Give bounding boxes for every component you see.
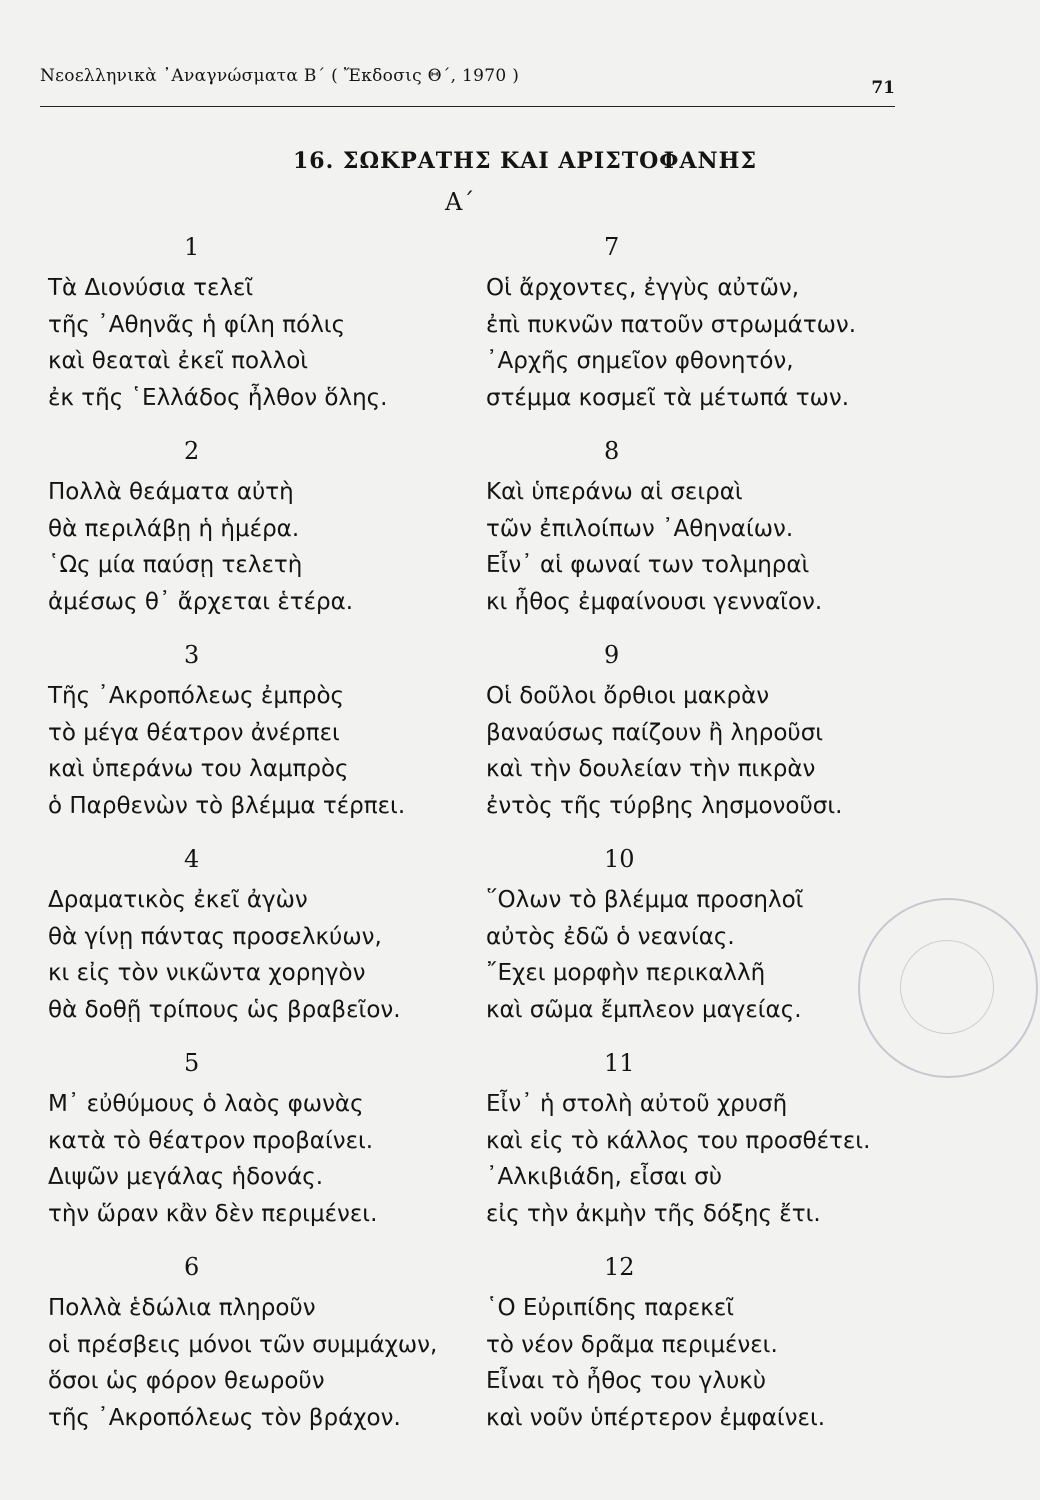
stanza-lines [48,474,353,620]
verse-line: τῆς ᾿Ακροπόλεως τὸν βράχον. [48,1404,401,1431]
verse-line: καὶ τὴν δουλείαν τὴν πικρὰν [486,756,816,782]
verse-line: αὐτὸς ἐδῶ ὁ νεανίας. [486,923,735,950]
stanza-lines [486,882,803,1028]
verse-line: Πολλὰ θεάματα αὐτὴ [48,479,294,505]
verse-line: Πολλὰ ἑδώλια πληροῦν [48,1295,316,1321]
part-label: Α΄ [445,188,475,216]
stanza-number: 1 [184,233,200,261]
right-column [486,232,906,1456]
verse-line: τὸ νέον δρᾶμα περιμένει. [486,1331,778,1358]
stanza-lines [48,882,401,1028]
verse-line: Καὶ ὑπεράνω αἱ σειραὶ [486,479,743,505]
stanza-lines [486,270,856,416]
verse-line: κι ἦθος ἐμφαίνουσι γενναῖον. [486,588,823,615]
verse-line: Διψῶν μεγάλας ἡδονάς. [48,1164,324,1190]
stanza [486,844,906,1048]
stanza [486,436,906,640]
verse-line: Εἶναι τὸ ἦθος του γλυκὺ [486,1368,767,1394]
stanza [486,1048,906,1252]
stanza-number: 12 [604,1253,635,1281]
stanza [48,232,468,436]
page-header [40,66,895,106]
verse-line: Εἶν᾿ ἡ στολὴ αὐτοῦ χρυσῆ [486,1091,788,1117]
verse-line: ῾Ως μία παύσῃ τελετὴ [48,552,303,578]
stanza [486,640,906,844]
stanza-lines [48,678,405,824]
stanza-number: 7 [604,233,620,261]
stanza [48,1048,468,1252]
stanza-number: 9 [604,641,620,669]
verse-line: κατὰ τὸ θέατρον προβαίνει. [48,1127,374,1154]
stanza-number: 2 [184,437,200,465]
stanza-number: 3 [184,641,200,669]
verse-line: Τὰ Διονύσια τελεῖ [48,275,254,301]
stanza-lines [486,1290,825,1436]
verse-line: ἐκ τῆς ῾Ελλάδος ἦλθον ὅλης. [48,384,388,411]
stanza-number: 4 [184,845,200,873]
verse-line: Μ᾿ εὐθύμους ὁ λαὸς φωνὰς [48,1091,364,1117]
verse-line: ἐντὸς τῆς τύρβης λησμονοῦσι. [486,792,843,819]
header-rule [40,106,895,107]
verse-line: Οἱ ἄρχοντες, ἐγγὺς αὐτῶν, [486,275,800,301]
verse-line: καὶ σῶμα ἔμπλεον μαγείας. [486,996,802,1023]
verse-line: ὁ Παρθενὼν τὸ βλέμμα τέρπει. [48,792,406,819]
verse-line: θὰ δοθῇ τρίπους ὡς βραβεῖον. [48,996,401,1023]
stanza-lines [486,1086,870,1232]
verse-line: καὶ θεαταὶ ἐκεῖ πολλοὶ [48,348,309,374]
poem-title: 16. ΣΩΚΡΑΤΗΣ ΚΑΙ ΑΡΙΣΤΟΦΑΝΗΣ [293,148,757,174]
verse-line: θὰ γίνῃ πάντας προσελκύων, [48,923,382,950]
verse-line: Τῆς ᾿Ακροπόλεως ἐμπρὸς [48,683,345,709]
verse-line: κι εἰς τὸν νικῶντα χορηγὸν [48,960,366,986]
verse-line: ῾Ο Εὐριπίδης παρεκεῖ [486,1295,735,1321]
verse-line: οἱ πρέσβεις μόνοι τῶν συμμάχων, [48,1331,438,1358]
verse-line: ῎Εχει μορφὴν περικαλλῆ [486,960,766,986]
verse-line: Εἶν᾿ αἱ φωναί των τολμηραὶ [486,552,810,578]
verse-line: τὴν ὥραν κἂν δὲν περιμένει. [48,1200,378,1227]
stanza [48,1252,468,1456]
page-number: 71 [871,78,895,98]
stanza-number: 6 [184,1253,200,1281]
verse-line: καὶ εἰς τὸ κάλλος του προσθέτει. [486,1127,871,1154]
verse-line: ἀμέσως θ᾿ ἄρχεται ἑτέρα. [48,588,354,615]
stanza-lines [48,1290,437,1436]
verse-line: καὶ νοῦν ὑπέρτερον ἐμφαίνει. [486,1404,826,1431]
verse-line: ᾿Αλκιβιάδη, εἶσαι σὺ [486,1164,723,1190]
stanza-number: 10 [604,845,635,873]
verse-line: εἰς τὴν ἀκμὴν τῆς δόξης ἔτι. [486,1200,821,1227]
verse-line: τῆς ᾿Αθηνᾶς ἡ φίλη πόλις [48,311,346,338]
verse-line: θὰ περιλάβῃ ἡ ἡμέρα. [48,515,300,542]
verse-line: τὸ μέγα θέατρον ἀνέρπει [48,719,340,746]
stanza-number: 8 [604,437,620,465]
verse-line: ὅσοι ὡς φόρον θεωροῦν [48,1368,325,1394]
verse-line: καὶ ὑπεράνω του λαμπρὸς [48,756,349,782]
stanza-number: 5 [184,1049,200,1077]
stanza-lines [48,1086,377,1232]
left-column [48,232,468,1456]
stanza-lines [486,474,822,620]
stanza [486,232,906,436]
stanza [486,1252,906,1456]
verse-line: βαναύσως παίζουν ἢ ληροῦσι [486,719,824,746]
stanza [48,640,468,844]
verse-line: ᾿Αρχῆς σημεῖον φθονητόν, [486,348,794,374]
verse-line: τῶν ἐπιλοίπων ᾿Αθηναίων. [486,515,794,542]
library-stamp [858,898,1038,1078]
verse-line: ῞Ολων τὸ βλέμμα προσηλοῖ [486,887,804,913]
stanza-number: 11 [604,1049,635,1077]
stanza [48,436,468,640]
verse-line: Οἱ δοῦλοι ὄρθιοι μακρὰν [486,683,770,709]
verse-line: Δραματικὸς ἐκεῖ ἀγὼν [48,887,308,913]
stanza-lines [48,270,387,416]
stamp-inner-ring [900,940,994,1034]
stanza-lines [486,678,842,824]
verse-line: στέμμα κοσμεῖ τὰ μέτωπά των. [486,384,850,411]
stanza [48,844,468,1048]
running-head: Νεοελληνικὰ ᾿Αναγνώσματα Β΄ ( Ἔκδοσις Θ΄, 1970 ) [40,66,520,86]
verse-line: ἐπὶ πυκνῶν πατοῦν στρωμάτων. [486,311,857,338]
